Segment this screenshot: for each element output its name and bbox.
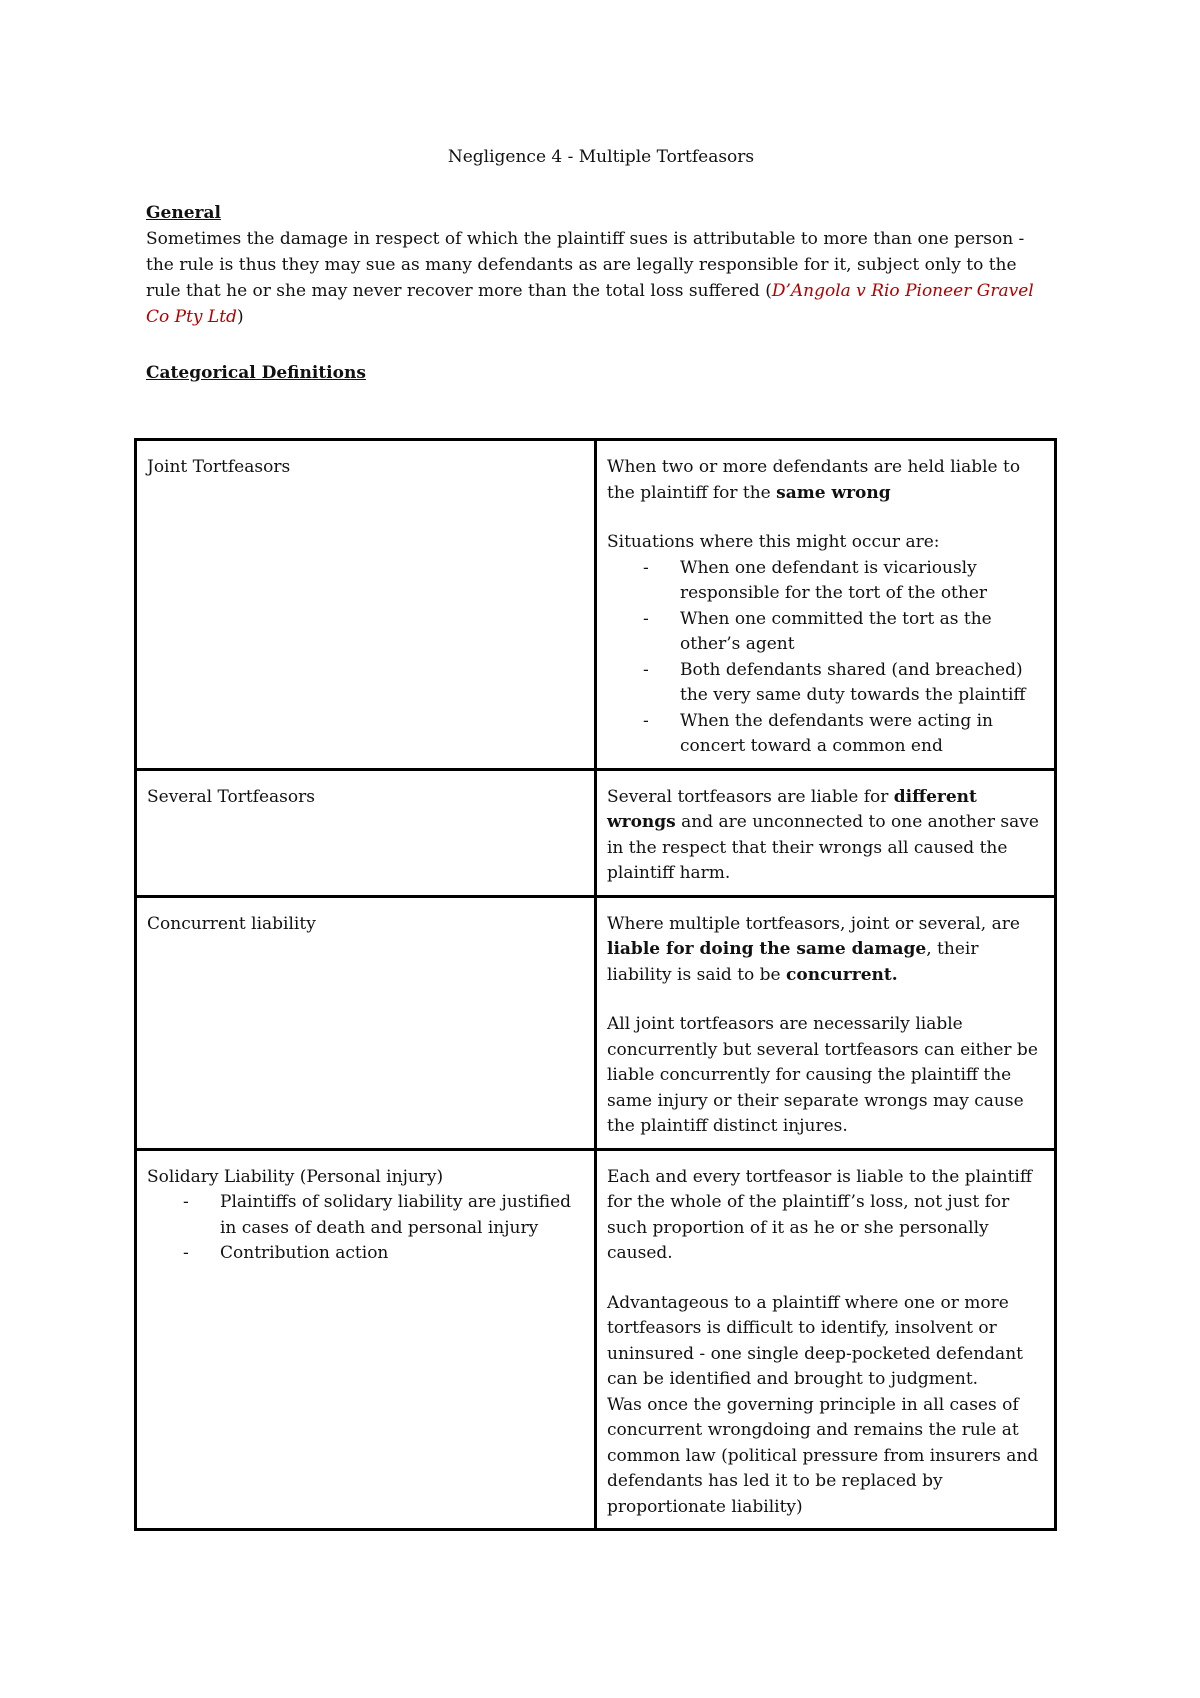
categorical-heading: Categorical Definitions: [146, 363, 366, 383]
concurrent-definition: [607, 912, 1044, 989]
general-heading: General: [146, 203, 221, 223]
document-body: [146, 144, 1056, 386]
several-def-bold: different wrongs: [607, 786, 977, 832]
concurrent-def-mid: , their liability is said to be: [607, 939, 979, 985]
definition-cell: [596, 769, 1056, 896]
joint-situations-intro: Situations where this might occur are:: [607, 532, 940, 552]
joint-def-bold: same wrong: [776, 482, 891, 503]
several-def-rest: and are unconnected to one another save in the respect that their wrongs all caused the plaintiff harm.: [607, 812, 1039, 883]
table-row-concurrent: [136, 896, 1056, 1149]
table-row-solidary: [136, 1149, 1056, 1530]
concurrent-definition-2: All joint tortfeasors are necessarily liable concurrently but several tortfeasors can either be liable concurrently for causing the plaintiff the same injury or their separate wrongs may cause the plaintiff distinct injures.: [607, 1014, 1038, 1136]
case-citation: D’Angola v Rio Pioneer Gravel Co Pty Ltd: [146, 281, 1034, 327]
list-item: - Contribution action: [220, 1241, 584, 1267]
several-def-text: Several tortfeasors are liable for: [607, 786, 894, 807]
general-paragraph: [146, 226, 1056, 330]
general-text: Sometimes the damage in respect of which the plaintiff sues is attributable to more than one person - the rule is thus they may sue as many defendants as are legally responsible for it, subject only to the rule that he or she may never recover more than the total loss suffered (: [146, 229, 1025, 301]
several-definition: [607, 785, 1044, 887]
term-cell: [136, 1149, 596, 1530]
concurrent-def-text: Where multiple tortfeasors, joint or several, are: [607, 913, 1020, 934]
solidary-term-list: [147, 1190, 584, 1267]
list-item: - When the defendants were acting in concert toward a common end: [680, 709, 1044, 760]
definition-cell: [596, 440, 1056, 770]
term-cell: [136, 440, 596, 770]
term-solidary: Solidary Liability (Personal injury): [147, 1166, 444, 1187]
term-cell: [136, 896, 596, 1149]
list-item: - Both defendants shared (and breached) the very same duty towards the plaintiff: [680, 658, 1044, 709]
term-joint: Joint Tortfeasors: [147, 457, 291, 477]
joint-def-text: When two or more defendants are held liable to the plaintiff for the: [607, 457, 1021, 503]
table-row-joint: [136, 440, 1056, 770]
definition-cell: [596, 896, 1056, 1149]
list-item: - When one defendant is vicariously responsible for the tort of the other: [680, 556, 1044, 607]
definitions-table: [134, 438, 1057, 1531]
general-close: ): [236, 307, 244, 327]
concurrent-def-bold-2: concurrent.: [786, 964, 898, 985]
joint-definition: [607, 455, 1044, 506]
table-row-several: [136, 769, 1056, 896]
list-item: - When one committed the tort as the other’s agent: [680, 607, 1044, 658]
solidary-definition-1: Each and every tortfeasor is liable to the plaintiff for the whole of the plaintiff’s loss, not just for such proportion of it as he or she personally caused.: [607, 1166, 1032, 1263]
solidary-definition-3: Was once the governing principle in all cases of concurrent wrongdoing and remains the rule at common law (political pressure from insurers and defendants has led it to be replaced by proportionate liability): [607, 1394, 1039, 1517]
term-several: Several Tortfeasors: [147, 786, 315, 807]
list-item: - Plaintiffs of solidary liability are justified in cases of death and personal injury: [220, 1190, 584, 1241]
concurrent-def-bold: liable for doing the same damage: [607, 939, 927, 959]
joint-situations-list: [607, 556, 1044, 760]
solidary-definition-2: Advantageous to a plaintiff where one or more tortfeasors is difficult to identify, insolvent or uninsured - one single deep-pocketed defendant can be identified and brought to judgment.: [607, 1292, 1023, 1389]
definition-cell: [596, 1149, 1056, 1530]
term-cell: [136, 769, 596, 896]
document-title: Negligence 4 - Multiple Tortfeasors: [447, 147, 755, 167]
term-concurrent: Concurrent liability: [147, 913, 316, 934]
